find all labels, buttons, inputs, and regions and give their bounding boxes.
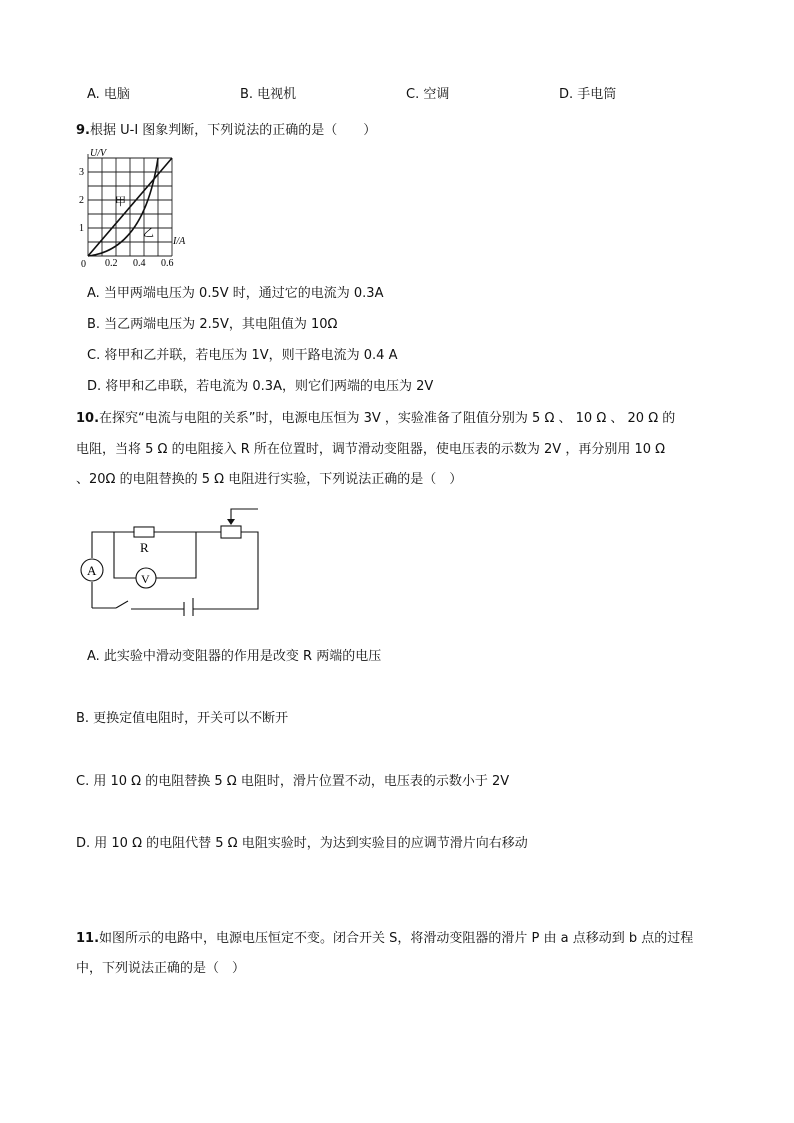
q9-y-tick-1: 1	[79, 223, 84, 234]
q9-x-tick-02: 0.2	[105, 258, 118, 269]
q10-ammeter-label: A	[87, 563, 97, 578]
q9-origin-label: 0	[81, 259, 86, 270]
q9-y-axis-label: U/V	[90, 148, 107, 159]
q9-x-tick-04: 0.4	[133, 258, 146, 269]
q11-stem-line-2: 中，下列说法正确的是（ ）	[76, 961, 246, 976]
q10-option-b: B. 更换定值电阻时，开关可以不断开	[76, 711, 289, 726]
q10-resistor-label: R	[140, 540, 149, 555]
q9-x-tick-06: 0.6	[161, 258, 174, 269]
q9-option-d: D. 将甲和乙串联，若电流为 0.3A，则它们两端的电压为 2V	[87, 379, 434, 394]
q10-stem-line-2: 电阻，当将 5 Ω 的电阻接入 R 所在位置时，调节滑动变阻器，使电压表的示数为 2V ，再分别用 10 Ω	[76, 442, 666, 457]
q10-option-d: D. 用 10 Ω 的电阻代替 5 Ω 电阻实验时，为达到实验目的应调节滑片向右移动	[76, 836, 528, 851]
q10-option-a: A. 此实验中滑动变阻器的作用是改变 R 两端的电压	[87, 649, 382, 664]
q8-option-c: C. 空调	[406, 87, 450, 102]
q11-stem-line-1	[76, 927, 693, 946]
q9-stem-text: 根据 U-I 图象判断，下列说法的正确的是（ ）	[89, 123, 377, 138]
q8-option-b: B. 电视机	[240, 87, 297, 102]
q9-x-axis-label: I/A	[173, 236, 186, 247]
q8-option-a: A. 电脑	[87, 87, 130, 102]
q10-stem-line-3: 、20Ω 的电阻替换的 5 Ω 电阻进行实验，下列说法正确的是（ ）	[76, 472, 463, 487]
q8-option-d: D. 手电筒	[559, 87, 617, 102]
q9-number: 9.	[76, 123, 90, 138]
q9-option-c: C. 将甲和乙并联，若电压为 1V，则干路电流为 0.4 A	[87, 348, 398, 363]
q9-option-a: A. 当甲两端电压为 0.5V 时，通过它的电流为 0.3A	[87, 286, 384, 301]
q9-y-tick-2: 2	[79, 195, 84, 206]
q10-stem-text-1: 在探究“电流与电阻的关系”时，电源电压恒为 3V ，实验准备了阻值分别为 5 Ω 、 10 Ω 、 20 Ω 的	[99, 411, 676, 426]
q10-option-c: C. 用 10 Ω 的电阻替换 5 Ω 电阻时，滑片位置不动，电压表的示数小于 2V	[76, 774, 510, 789]
q9-stem	[76, 119, 376, 138]
q9-option-b: B. 当乙两端电压为 2.5V，其电阻值为 10Ω	[87, 317, 338, 332]
q9-curve-label-jia: 甲	[115, 196, 126, 208]
q10-voltmeter-label: V	[141, 572, 150, 586]
q9-ui-graph	[74, 146, 204, 272]
q11-number: 11.	[76, 931, 100, 946]
q9-curve-label-yi: 乙	[143, 227, 154, 239]
q10-stem-line-1	[76, 407, 675, 426]
q9-y-tick-3: 3	[79, 167, 84, 178]
q11-stem-text-1: 如图所示的电路中，电源电压恒定不变。闭合开关 S，将滑动变阻器的滑片 P 由 a 点移动到 b 点的过程	[99, 931, 694, 946]
q10-number: 10.	[76, 411, 100, 426]
q10-circuit-diagram	[76, 504, 266, 616]
